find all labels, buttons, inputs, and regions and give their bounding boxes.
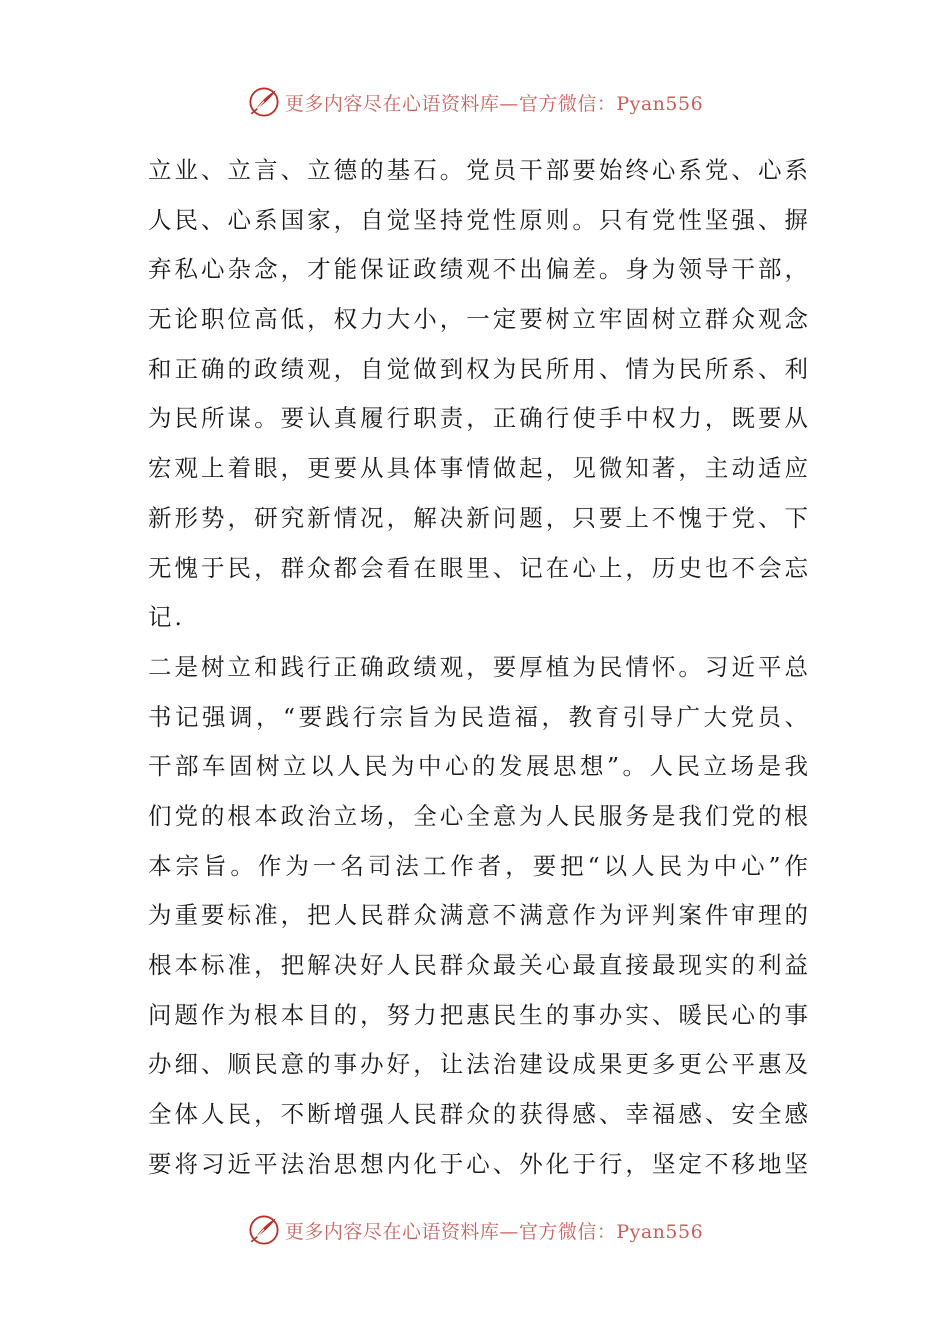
text-line: 宏观上着眼，更要从具体事情做起，见微知著，主动适应 — [148, 454, 808, 483]
text-line: 弃私心杂念，才能保证政绩观不出偏差。身为领导干部， — [148, 255, 808, 284]
text-line: 无愧于民，群众都会看在眼里、记在心上，历史也不会忘 — [148, 553, 808, 582]
text-line: 人民、心系国家，自觉坚持党性原则。只有党性坚强、摒 — [148, 205, 808, 234]
text-line: 根本标准，把解决好人民群众最关心最直接最现实的利益 — [148, 951, 808, 979]
text-line: 新形势，研究新情况，解决新问题，只要上不愧于党、下 — [148, 503, 808, 532]
text-line: 立业、立言、立德的基石。党员干部要始终心系党、心系 — [148, 156, 808, 184]
text-line: 记. — [148, 603, 185, 632]
text-line: 们党的根本政治立场，全心全意为人民服务是我们党的根 — [148, 801, 808, 830]
text-line: 要将习近平法治思想内化于心、外化于行，坚定不移地坚 — [148, 1149, 808, 1178]
quill-logo-icon — [247, 85, 281, 119]
text-line: 为重要标准，把人民群众满意不满意作为评判案件审理的 — [148, 901, 808, 930]
text-line: 二是树立和践行正确政绩观，要厚植为民情怀。习近平总 — [148, 652, 808, 681]
header-watermark-text: 更多内容尽在心语资料库—官方微信：Pyan556 — [284, 92, 704, 115]
text-line: 和正确的政绩观，自觉做到权为民所用、情为民所系、利 — [148, 354, 808, 383]
text-line: 书记强调，“要践行宗旨为民造福，教育引导广大党员、 — [148, 702, 808, 731]
text-line: 为民所谋。要认真履行职责，正确行使手中权力，既要从 — [148, 404, 808, 433]
text-line: 干部车固树立以人民为中心的发展思想”。人民立场是我 — [148, 752, 808, 781]
text-line: 办细、顺民意的事办好，让法治建设成果更多更公平惠及 — [148, 1050, 808, 1079]
text-line: 本宗旨。作为一名司法工作者，要把“以人民为中心”作 — [148, 851, 808, 880]
document-body — [148, 146, 808, 1189]
text-line: 无论职位高低，权力大小，一定要树立牢固树立群众观念 — [148, 305, 808, 334]
text-line: 问题作为根本目的，努力把惠民生的事办实、暖民心的事 — [148, 1000, 808, 1029]
header-watermark — [0, 82, 950, 122]
footer-watermark — [0, 1210, 950, 1250]
text-line: 全体人民，不断增强人民群众的获得感、幸福感、安全感 — [148, 1100, 808, 1129]
quill-logo-icon — [247, 1213, 281, 1247]
footer-watermark-text: 更多内容尽在心语资料库—官方微信：Pyan556 — [284, 1220, 704, 1243]
